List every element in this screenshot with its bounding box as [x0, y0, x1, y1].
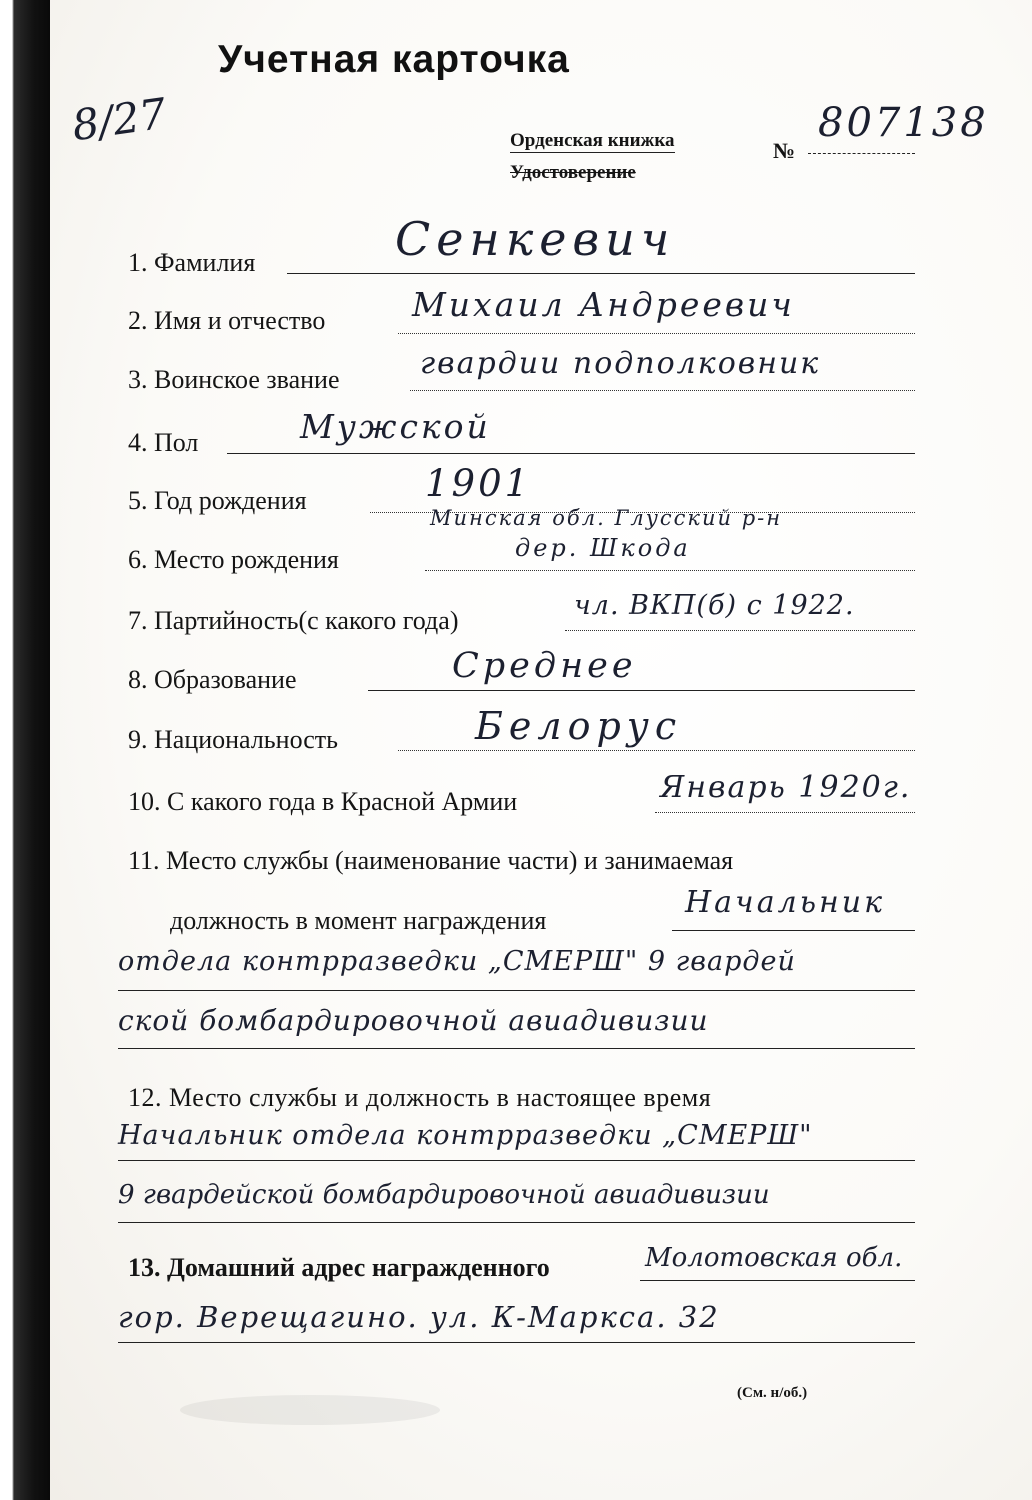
field-13-line2: [118, 1342, 915, 1343]
field-11-line1: [672, 930, 915, 931]
field-12-line1: [118, 1160, 915, 1161]
field-2-line: [398, 333, 915, 334]
field-13-label: 13. Домашний адрес награжденного: [128, 1253, 550, 1282]
field-6-value-line2: дер. Шкода: [515, 534, 691, 562]
field-4-label: 4. Пол: [128, 428, 199, 457]
field-11-value-line3: ской бомбардировочной авиадивизии: [118, 1004, 709, 1037]
field-9-line: [398, 750, 915, 751]
field-2-value: Михаил Андреевич: [412, 285, 795, 324]
field-12-value-line2: 9 гвардейской бомбардировочной авиадивизии: [118, 1180, 770, 1210]
field-3-label: 3. Воинское звание: [128, 365, 340, 394]
field-1-line: [287, 273, 915, 274]
field-8-line: [368, 690, 915, 691]
card-title: Учетная карточка: [218, 38, 570, 81]
field-13-line1: [640, 1280, 915, 1281]
field-2-label: 2. Имя и отчество: [128, 306, 326, 335]
footer-note: (См. н/об.): [737, 1385, 808, 1401]
field-11-label-line1: 11. Место службы (наименование части) и занимаемая: [128, 846, 734, 875]
field-6-line: [425, 570, 915, 571]
field-3-value: гвардии подполковник: [420, 346, 821, 381]
field-10-label: 10. С какого года в Красной Армии: [128, 787, 518, 816]
field-9-value: Белорус: [475, 704, 683, 748]
field-4-line: [227, 453, 915, 454]
number-value: 807138: [818, 100, 989, 146]
doc-type-label: Орденская книжка: [510, 130, 675, 151]
doc-type-struck: Удостоверение: [510, 162, 636, 183]
corner-mark: 8/27: [69, 88, 170, 151]
field-7-line: [565, 630, 915, 631]
field-13-value-line2: гор. Верещагино. ул. К-Маркса. 32: [118, 1300, 720, 1334]
field-11-line2: [118, 990, 915, 991]
field-12-label: 12. Место службы и должность в настоящее время: [128, 1083, 712, 1112]
field-10-line: [655, 812, 915, 813]
field-12-line2: [118, 1222, 915, 1223]
field-11-value-line2: отдела контрразведки „СМЕРШ" 9 гвардей: [118, 946, 796, 977]
number-line: [808, 153, 915, 154]
field-1-label: 1. Фамилия: [128, 248, 256, 277]
field-4-value: Мужской: [300, 407, 491, 446]
field-1-value: Сенкевич: [395, 212, 676, 266]
field-7-value: чл. ВКП(б) с 1922.: [574, 590, 855, 621]
field-8-label: 8. Образование: [128, 665, 297, 694]
field-5-value: 1901: [425, 462, 532, 505]
field-9-label: 9. Национальность: [128, 725, 338, 754]
field-10-value: Январь 1920г.: [660, 770, 912, 805]
field-3-line: [410, 390, 915, 391]
field-13-value-line1: Молотовская обл.: [645, 1243, 903, 1273]
field-5-label: 5. Год рождения: [128, 486, 307, 515]
number-sign: №: [773, 138, 796, 163]
scan-left-edge: [0, 0, 50, 1500]
field-6-label: 6. Место рождения: [128, 545, 339, 574]
scan-smudge: [180, 1395, 440, 1425]
field-11-line3: [118, 1048, 915, 1049]
field-12-value-line1: Начальник отдела контрразведки „СМЕРШ": [118, 1120, 813, 1151]
field-8-value: Среднее: [452, 646, 637, 686]
field-7-label: 7. Партийность(с какого года): [128, 606, 459, 635]
field-11-value-line1: Начальник: [685, 885, 886, 920]
field-6-value-line1: Минская обл. Глусский р-н: [430, 506, 783, 530]
field-11-label-line2: должность в момент награждения: [170, 906, 547, 935]
